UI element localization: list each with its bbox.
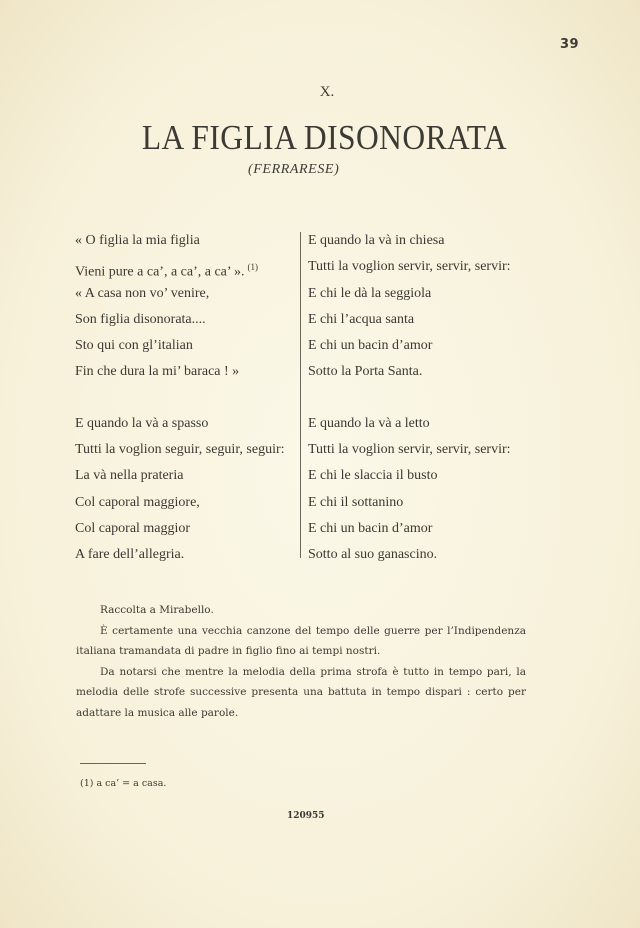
- verse-line: [75, 254, 285, 280]
- stanza-gap: [75, 386, 285, 411]
- editorial-notes: [76, 600, 526, 723]
- poem-right-column: [308, 228, 511, 569]
- verse-line: Col caporal maggior: [75, 520, 191, 536]
- footnote-reference[interactable]: (1): [247, 262, 259, 273]
- verse-line: Tutti la voglion servir, servir, servir:: [308, 259, 511, 275]
- verse-line: E quando la và in chiesa: [308, 233, 445, 248]
- verse-line: E quando la và a letto: [308, 415, 430, 431]
- verse-line: Sotto al suo ganascino.: [308, 547, 438, 563]
- poem-left-column: [75, 228, 285, 569]
- stanza: [75, 228, 285, 386]
- print-code: 120955: [287, 811, 325, 821]
- verse-line: E quando la và a spasso: [75, 415, 209, 431]
- note-paragraph: Raccolta a Mirabello.: [100, 604, 214, 616]
- stanza-gap: [308, 386, 511, 411]
- note-paragraph: Da notarsi che mentre la melodia della prima strofa è tutto in tempo pari, la melodia delle strofe successive presenta una battuta in tempo dispari : certo per adattare la musica alle parole.: [76, 665, 526, 719]
- verse-line: Col caporal maggiore,: [75, 494, 200, 510]
- verse-line: Tutti la voglion servir, servir, servir:: [308, 442, 511, 458]
- verse-line: E chi un bacin d’amor: [308, 338, 433, 354]
- note-paragraph: È certamente una vecchia canzone del tempo delle guerre per l’Indipendenza italiana tramandata di padre in figlio fino ai tempi nostri.: [76, 624, 526, 657]
- stanza: [308, 411, 511, 569]
- stanza: [308, 228, 511, 386]
- verse-line: « A casa non vo’ venire,: [75, 285, 210, 301]
- verse-line: Fin che dura la mi’ baraca ! »: [75, 364, 240, 380]
- verse-line: La và nella prateria: [75, 468, 184, 484]
- verse-line: E chi le slaccia il busto: [308, 468, 438, 484]
- section-number: X.: [319, 84, 335, 100]
- verse-line: E chi un bacin d’amor: [308, 520, 433, 536]
- page-number: 39: [560, 37, 580, 52]
- verse-line: Sotto la Porta Santa.: [308, 364, 423, 380]
- verse-text: Vieni pure a ca’, a ca’, a ca’ ».: [75, 264, 245, 280]
- verse-line: « O figlia la mia figlia: [75, 233, 200, 248]
- verse-line: E chi il sottanino: [308, 494, 404, 510]
- verse-line: E chi l’acqua santa: [308, 311, 415, 327]
- verse-line: Son figlia disonorata....: [75, 311, 206, 327]
- footnote-rule: [80, 763, 146, 764]
- verse-line: E chi le dà la seggiola: [308, 285, 432, 301]
- stanza: [75, 411, 285, 569]
- verse-line: Tutti la voglion seguir, seguir, seguir:: [75, 442, 285, 458]
- verse-line: Sto qui con gl’italian: [75, 338, 193, 354]
- subtitle: (FERRARESE): [248, 162, 340, 177]
- page-title: LA FIGLIA DISONORATA: [141, 118, 508, 157]
- verse-line: A fare dell’allegria.: [75, 547, 185, 563]
- footnote: (1) a ca’ = a casa.: [80, 778, 167, 789]
- column-divider: [300, 232, 301, 558]
